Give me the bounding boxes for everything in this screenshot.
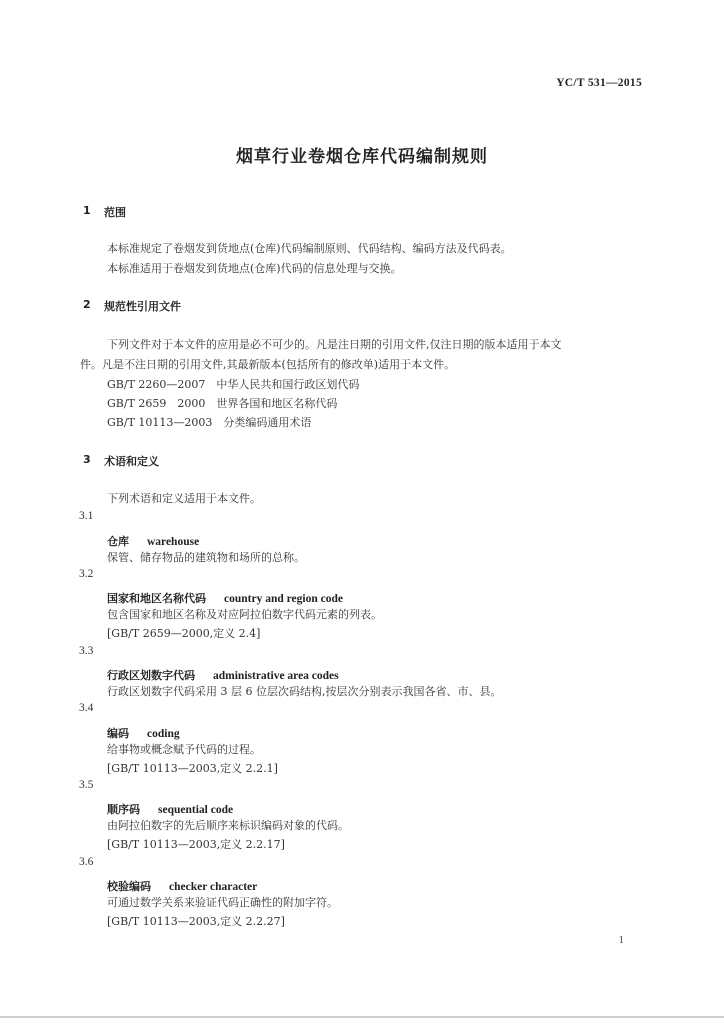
reference-item: GB/T 2659 2000 世界各国和地区名称代码 [107, 397, 338, 410]
term-english: coding [147, 728, 180, 740]
section-2-heading: 规范性引用文件 [104, 300, 181, 313]
section-3-intro: 下列术语和定义适用于本文件。 [107, 492, 261, 505]
term-chinese: 国家和地区名称代码 [107, 592, 206, 605]
section-1-paragraph-1: 本标准规定了卷烟发到货地点(仓库)代码编制原则、代码结构、编码方法及代码表。 [107, 242, 512, 255]
term-number: 3.1 [79, 510, 94, 522]
term-chinese: 仓库 [107, 535, 129, 548]
term-heading [107, 664, 339, 683]
term-source-reference: [GB/T 2659—2000,定义 2.4] [107, 627, 261, 640]
term-heading [107, 798, 233, 817]
section-2-number: 2 [83, 298, 91, 311]
term-definition: 可通过数学关系来验证代码正确性的附加字符。 [107, 896, 338, 909]
term-definition: 行政区划数字代码采用 3 层 6 位层次码结构,按层次分别表示我国各省、市、县。 [107, 685, 502, 698]
term-source-reference: [GB/T 10113—2003,定义 2.2.1] [107, 762, 278, 775]
page-number: 1 [618, 934, 624, 946]
term-source-reference: [GB/T 10113—2003,定义 2.2.17] [107, 838, 285, 851]
term-number: 3.3 [79, 645, 94, 657]
term-number: 3.2 [79, 568, 94, 580]
section-3-heading: 术语和定义 [104, 455, 159, 468]
term-heading [107, 587, 343, 606]
term-source-reference: [GB/T 10113—2003,定义 2.2.27] [107, 915, 285, 928]
term-english: administrative area codes [213, 670, 339, 682]
term-heading [107, 875, 257, 894]
section-1-paragraph-2: 本标准适用于卷烟发到货地点(仓库)代码的信息处理与交换。 [107, 262, 402, 275]
section-2-paragraph-line-2: 件。凡是不注日期的引用文件,其最新版本(包括所有的修改单)适用于本文件。 [80, 358, 456, 371]
term-number: 3.6 [79, 856, 94, 868]
term-definition: 保管、储存物品的建筑物和场所的总称。 [107, 551, 305, 564]
term-heading [107, 530, 199, 549]
term-number: 3.4 [79, 702, 94, 714]
term-chinese: 行政区划数字代码 [107, 669, 195, 682]
term-english: warehouse [147, 536, 200, 548]
term-chinese: 校验编码 [107, 880, 151, 893]
term-number: 3.5 [79, 779, 94, 791]
section-3-number: 3 [83, 453, 91, 466]
term-definition: 由阿拉伯数字的先后顺序来标识编码对象的代码。 [107, 819, 349, 832]
term-definition: 包含国家和地区名称及对应阿拉伯数字代码元素的列表。 [107, 608, 382, 621]
term-english: checker character [169, 881, 258, 893]
section-2-paragraph-line-1: 下列文件对于本文件的应用是必不可少的。凡是注日期的引用文件,仅注日期的版本适用于本文 [107, 338, 562, 351]
term-chinese: 顺序码 [107, 803, 140, 816]
reference-item: GB/T 10113—2003 分类编码通用术语 [107, 416, 312, 429]
page-bottom-edge [0, 1016, 724, 1018]
standard-code: YC/T 531—2015 [556, 77, 642, 89]
section-1-heading: 范围 [104, 206, 126, 219]
reference-item: GB/T 2260—2007 中华人民共和国行政区划代码 [107, 378, 360, 391]
term-heading [107, 722, 180, 741]
term-english: sequential code [158, 804, 234, 816]
term-definition: 给事物或概念赋予代码的过程。 [107, 743, 261, 756]
term-chinese: 编码 [107, 727, 129, 740]
term-english: country and region code [224, 593, 343, 605]
section-1-number: 1 [83, 204, 91, 217]
document-title: 烟草行业卷烟仓库代码编制规则 [236, 147, 488, 167]
